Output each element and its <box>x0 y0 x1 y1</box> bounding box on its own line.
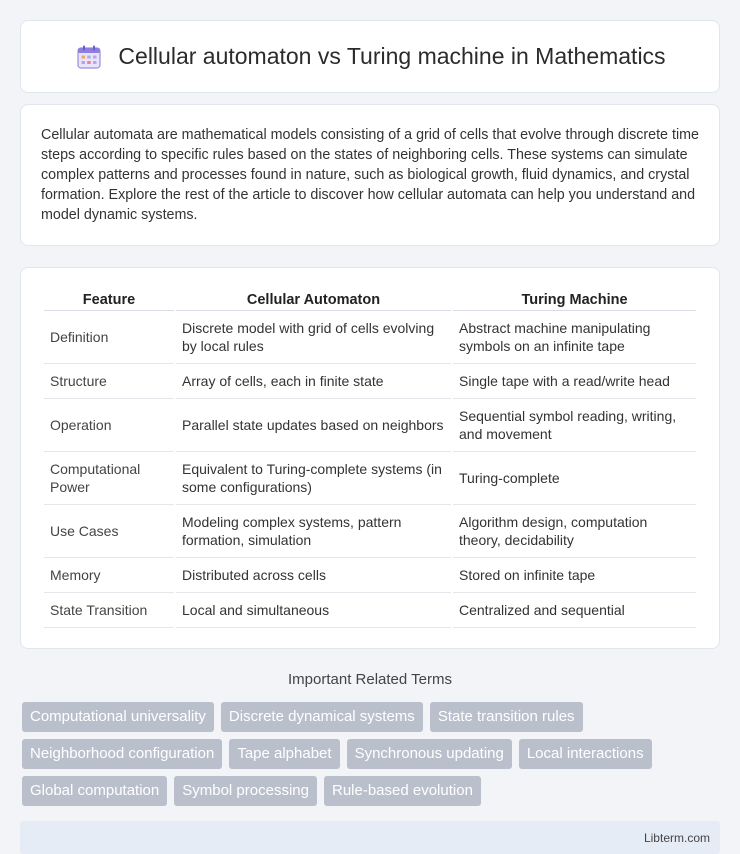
related-tag[interactable]: Local interactions <box>519 739 652 769</box>
row-cellular-value: Distributed across cells <box>176 558 451 593</box>
intro-card <box>20 104 720 246</box>
table-row <box>44 505 696 558</box>
header-feature: Feature <box>44 286 174 311</box>
row-cellular-value: Modeling complex systems, pattern formation, simulation <box>176 505 451 558</box>
row-cellular-value: Array of cells, each in finite state <box>176 364 451 399</box>
related-tags <box>22 702 720 806</box>
row-feature: Operation <box>44 399 174 452</box>
row-cellular-value: Local and simultaneous <box>176 593 451 628</box>
row-turing-value: Stored on infinite tape <box>453 558 696 593</box>
row-feature: Use Cases <box>44 505 174 558</box>
row-feature: State Transition <box>44 593 174 628</box>
table-row <box>44 558 696 593</box>
row-turing-value: Algorithm design, computation theory, decidability <box>453 505 696 558</box>
table-row <box>44 593 696 628</box>
comparison-table <box>42 286 698 628</box>
comparison-card <box>20 267 720 649</box>
row-feature: Computational Power <box>44 452 174 505</box>
row-turing-value: Sequential symbol reading, writing, and movement <box>453 399 696 452</box>
row-feature: Definition <box>44 311 174 364</box>
footer <box>20 821 720 854</box>
footer-brand-link[interactable]: Libterm.com <box>643 830 710 845</box>
related-tag[interactable]: Neighborhood configuration <box>22 739 222 769</box>
related-tag[interactable]: State transition rules <box>430 702 583 732</box>
calendar-grid-icon <box>74 42 104 72</box>
related-terms-title: Important Related Terms <box>288 671 452 688</box>
related-tag[interactable]: Synchronous updating <box>347 739 512 769</box>
header-turing-machine: Turing Machine <box>453 286 696 311</box>
related-tag[interactable]: Computational universality <box>22 702 214 732</box>
row-cellular-value: Equivalent to Turing-complete systems (in some configurations) <box>176 452 451 505</box>
table-row <box>44 399 696 452</box>
related-tag[interactable]: Tape alphabet <box>229 739 339 769</box>
related-tag[interactable]: Discrete dynamical systems <box>221 702 423 732</box>
row-cellular-value: Discrete model with grid of cells evolving by local rules <box>176 311 451 364</box>
row-turing-value: Single tape with a read/write head <box>453 364 696 399</box>
row-turing-value: Turing-complete <box>453 452 696 505</box>
table-header-row <box>44 286 696 311</box>
related-tag[interactable]: Symbol processing <box>174 776 317 806</box>
row-turing-value: Centralized and sequential <box>453 593 696 628</box>
page-title: Cellular automaton vs Turing machine in Mathematics <box>118 43 666 69</box>
related-tag[interactable]: Global computation <box>22 776 167 806</box>
header-cellular-automaton: Cellular Automaton <box>176 286 451 311</box>
page-header <box>20 20 720 93</box>
intro-text: Cellular automata are mathematical models consisting of a grid of cells that evolve through discrete time steps according to specific rules based on the states of neighboring cells. These systems can simulate complex patterns and processes found in nature, such as biological growth, fluid dynamics, and crystal formation. Explore the rest of the article to discover how cellular automata can help you understand and model dynamic systems. <box>41 127 699 223</box>
table-row <box>44 452 696 505</box>
table-row <box>44 311 696 364</box>
row-turing-value: Abstract machine manipulating symbols on an infinite tape <box>453 311 696 364</box>
row-cellular-value: Parallel state updates based on neighbors <box>176 399 451 452</box>
table-row <box>44 364 696 399</box>
row-feature: Structure <box>44 364 174 399</box>
row-feature: Memory <box>44 558 174 593</box>
related-tag[interactable]: Rule-based evolution <box>324 776 481 806</box>
